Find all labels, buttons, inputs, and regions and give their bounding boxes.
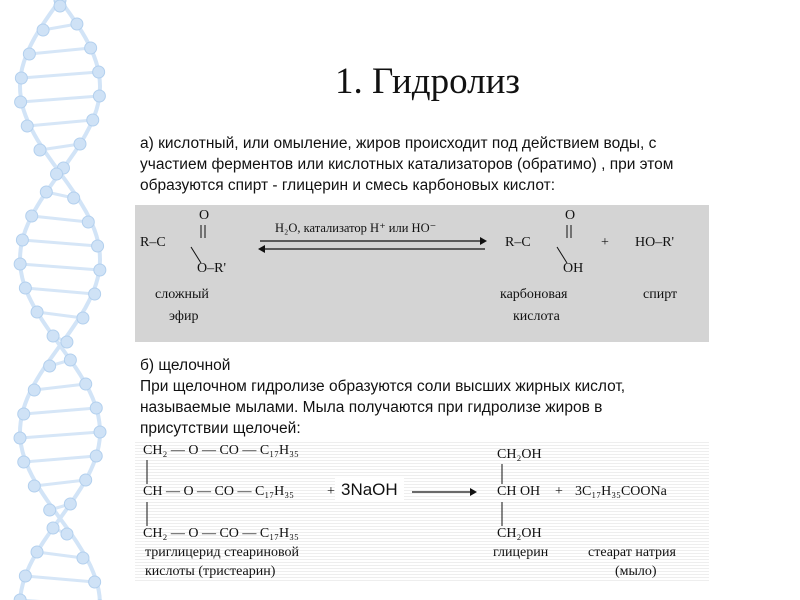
dna-node	[87, 114, 99, 126]
alcohol-formula: HO–R'	[635, 235, 675, 250]
dna-node	[90, 450, 102, 462]
dna-node	[89, 288, 101, 300]
ester-or-group: O–R'	[197, 261, 226, 276]
section-b-line: При щелочном гидролизе образуются соли высших жирных кислот,	[140, 378, 626, 395]
dna-rung	[21, 96, 100, 102]
reaction-plus: +	[601, 235, 609, 250]
dna-node	[64, 354, 76, 366]
tristearin-row-1: CH₂ — O — CO — C₁₇H₃₅	[143, 443, 299, 458]
dna-node	[71, 18, 83, 30]
page-title: 1. Гидролиз	[335, 61, 520, 102]
dna-node	[61, 336, 73, 348]
dna-node	[94, 426, 106, 438]
dna-node	[14, 258, 26, 270]
section-b-text	[140, 355, 740, 439]
dna-node	[15, 96, 27, 108]
label-triglyceride-1: триглицерид стеариновой	[145, 545, 300, 560]
dna-node	[37, 24, 49, 36]
dna-node	[44, 360, 56, 372]
label-triglyceride-2: кислоты (тристеарин)	[145, 564, 276, 579]
tristearin-row-2: CH — O — CO — C₁₇H₃₅	[143, 484, 294, 499]
dna-rung	[34, 384, 85, 390]
dna-node	[93, 66, 105, 78]
section-b-line: называемые мылами. Мыла получаются при гидролизе жиров в	[140, 399, 603, 416]
ester-r-group: R–C	[140, 235, 166, 250]
section-a-line: а) кислотный, или омыление, жиров происходит под действием воды, с	[140, 135, 657, 152]
reagent-naoh: 3NaOH	[335, 478, 404, 502]
glycerol-row-1: CH₂OH	[497, 447, 542, 462]
dna-node	[47, 522, 59, 534]
dna-node	[21, 120, 33, 132]
dna-rung	[37, 552, 83, 558]
dna-rung	[21, 72, 98, 78]
dna-node	[74, 138, 86, 150]
glycerol-row-2: CH OH	[497, 484, 541, 499]
section-a-line: участием ферментов или кислотных катализаторов (обратимо) , при этом	[140, 156, 674, 173]
dna-node	[82, 216, 94, 228]
dna-node	[19, 282, 31, 294]
label-sodium-stearate: стеарат натрия	[588, 545, 676, 560]
dna-node	[54, 0, 66, 12]
dna-rung	[24, 408, 97, 414]
label-glycerol: глицерин	[493, 545, 549, 560]
dna-node	[77, 312, 89, 324]
ester-carbonyl-o: O	[199, 208, 210, 223]
dna-node	[18, 456, 30, 468]
dna-node	[61, 528, 73, 540]
dna-rung	[37, 312, 83, 318]
glycerol-row-3: CH₂OH	[497, 526, 542, 541]
dna-rung	[20, 432, 100, 438]
dna-node	[23, 48, 35, 60]
acid-label-2: кислота	[513, 309, 560, 324]
dna-node	[77, 552, 89, 564]
sodium-stearate-formula: 3C₁₇H₃₅COONa	[575, 484, 667, 499]
dna-node	[47, 330, 59, 342]
dna-node	[14, 594, 26, 600]
dna-rung	[25, 576, 94, 582]
section-a-line: образуются спирт - глицерин и смесь карбоновых кислот:	[140, 177, 556, 194]
acid-r-group: R–C	[505, 235, 531, 250]
dna-node	[19, 570, 31, 582]
alkaline-hydrolysis-panel	[135, 440, 709, 583]
dna-node	[16, 234, 28, 246]
acid-oh-group: OH	[563, 261, 584, 276]
reaction-conditions: H₂O, катализатор H⁺ или HO⁻	[275, 221, 437, 235]
dna-rung	[34, 480, 85, 486]
dna-node	[26, 210, 38, 222]
dna-node	[31, 546, 43, 558]
acid-carbonyl-o: O	[565, 208, 576, 223]
dna-rung	[24, 456, 96, 462]
dna-rung	[25, 288, 94, 294]
section-b-line: присутствии щелочей:	[140, 420, 301, 437]
plus-right: +	[555, 484, 563, 499]
dna-node	[14, 432, 26, 444]
dna-node	[40, 186, 52, 198]
dna-helix-decoration	[0, 0, 135, 600]
dna-node	[31, 306, 43, 318]
dna-node	[85, 42, 97, 54]
dna-node	[34, 144, 46, 156]
dna-rung	[20, 264, 100, 270]
ester-label-1: сложный	[155, 287, 209, 302]
dna-rung	[27, 120, 93, 126]
dna-node	[92, 240, 104, 252]
dna-node	[80, 378, 92, 390]
dna-rung	[22, 240, 97, 246]
plus-left: +	[327, 484, 335, 499]
dna-node	[51, 168, 63, 180]
acid-label-1: карбоновая	[500, 287, 568, 302]
alcohol-label: спирт	[643, 287, 678, 302]
dna-node	[90, 402, 102, 414]
dna-node	[28, 384, 40, 396]
dna-node	[15, 72, 27, 84]
acid-hydrolysis-panel	[135, 205, 709, 342]
reaction-2-bonds	[135, 440, 709, 583]
dna-rung	[29, 48, 90, 54]
dna-node	[28, 480, 40, 492]
dna-node	[80, 474, 92, 486]
dna-node	[89, 576, 101, 588]
tristearin-row-3: CH₂ — O — CO — C₁₇H₃₅	[143, 526, 299, 541]
dna-node	[93, 90, 105, 102]
dna-node	[64, 498, 76, 510]
section-a-text	[140, 133, 780, 196]
dna-node	[94, 264, 106, 276]
dna-node	[18, 408, 30, 420]
ester-label-2: эфир	[169, 309, 199, 324]
section-b-line: б) щелочной	[140, 357, 231, 374]
dna-rung	[32, 216, 89, 222]
dna-node	[44, 504, 56, 516]
dna-node	[68, 192, 80, 204]
label-soap: (мыло)	[615, 564, 657, 579]
